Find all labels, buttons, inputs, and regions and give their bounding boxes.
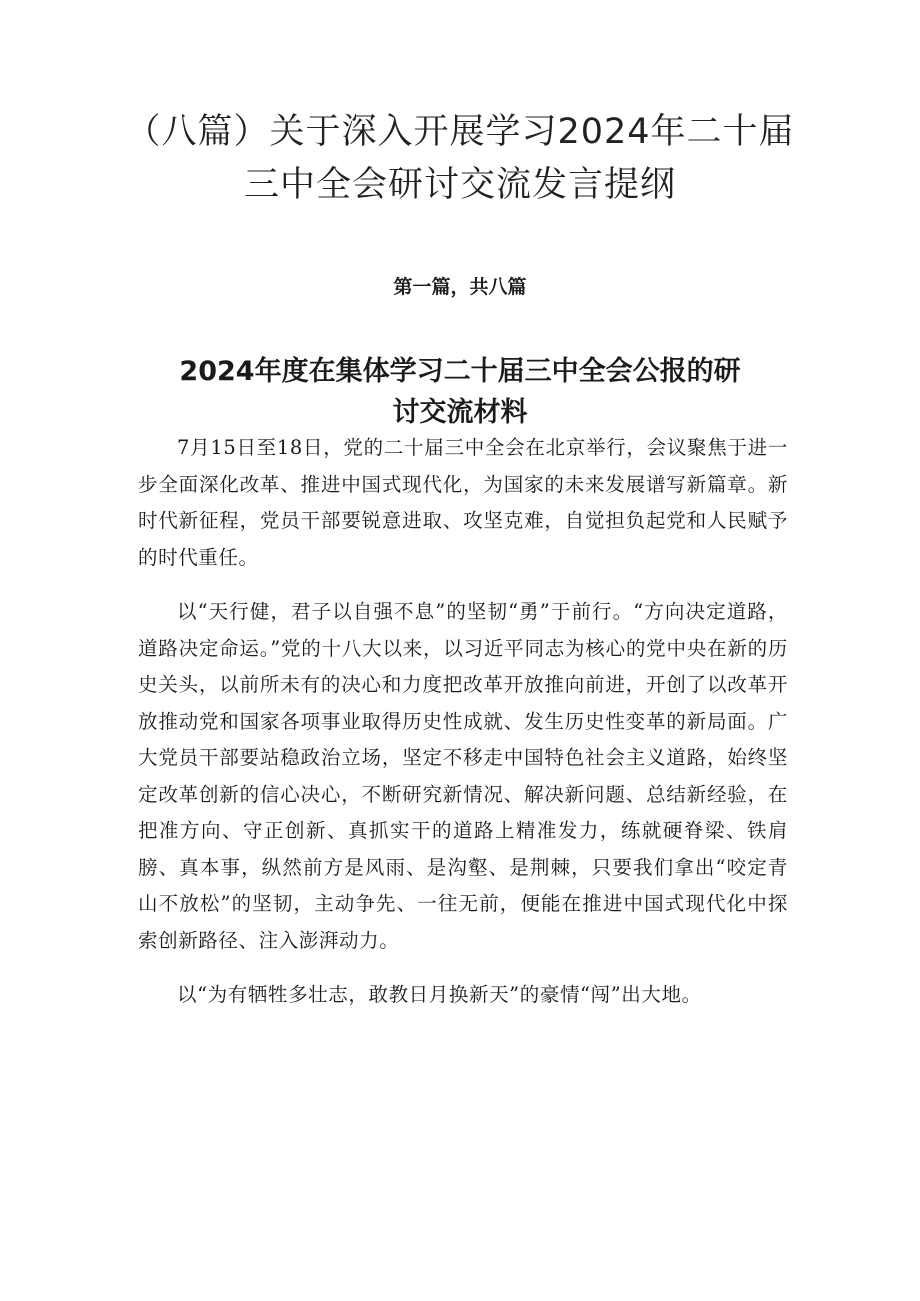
section-label: 第一篇，共八篇 (393, 276, 527, 298)
paragraph-1: 7月15日至18日，党的二十届三中全会在北京举行，会议聚焦于进一步全面深化改革、推进中国式现代化，为国家的未来发展谱写新篇章。新时代新征程，党员干部要锐意进取、攻坚克难，自觉担负起党和人民赋予的时代重任。 (138, 436, 788, 569)
document-title-line-2: 三中全会研讨交流发言提纲 (243, 165, 676, 205)
paragraph-2: 以“天行健，君子以自强不息”的坚韧“勇”于前行。“方向决定道路，道路决定命运。”党的十八大以来，以习近平同志为核心的党中央在新的历史关头，以前所未有的决心和力度把改革开放推向前进，开创了以改革开放推动党和国家各项事业取得历史性成就、发生历史性变革的新局面。广大党员干部要站稳政治立场，坚定不移走中国特色社会主义道路，始终坚定改革创新的信心决心，不断研究新情况、解决新问题、总结新经验，在把准方向、守正创新、真抓实干的道路上精准发力，练就硬脊梁、铁肩膀、真本事，纵然前方是风雨、是沟壑、是荆棘，只要我们拿出“咬定青山不放松”的坚韧，主动争先、一往无前，便能在推进中国式现代化中探索创新路径、注入澎湃动力。 (138, 600, 788, 952)
article-body (138, 430, 788, 1032)
article-title-line-1: 2024年度在集体学习二十届三中全会公报的研 (179, 356, 741, 388)
paragraph-3: 以“为有牺牲多壮志，敢教日月换新天”的豪情“闯”出大地。 (177, 983, 702, 1006)
document-title (100, 106, 820, 212)
article-title-line-2: 讨交流材料 (392, 397, 528, 429)
document-title-line-1: （八篇）关于深入开展学习2024年二十届 (125, 112, 795, 152)
article-title (130, 351, 790, 433)
